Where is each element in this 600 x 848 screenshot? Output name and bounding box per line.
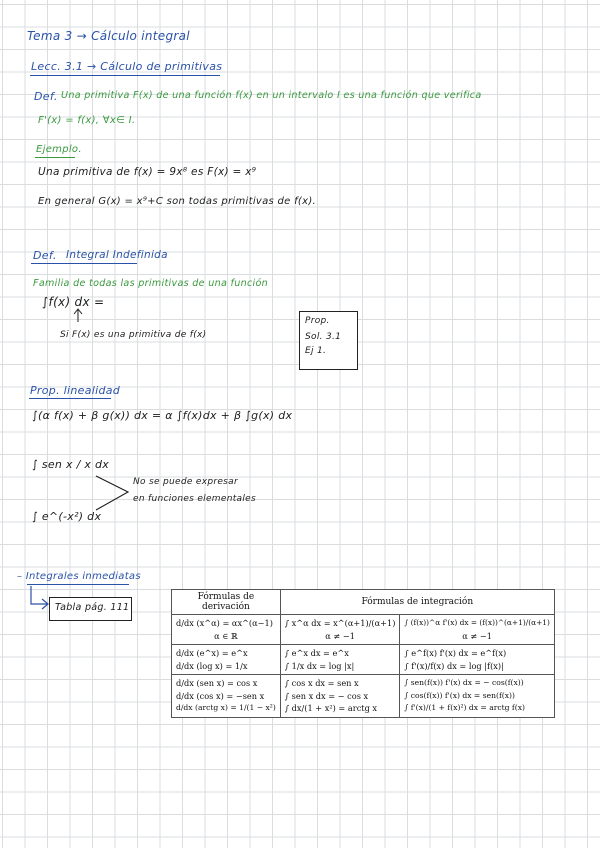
formula: ∫ dx/(1 + x²) = arctg x: [284, 703, 378, 713]
note-line: Sol. 3.1: [305, 332, 342, 342]
formula: d/dx (sen x) = cos x: [176, 678, 258, 688]
page-title: Tema 3 → Cálculo integral: [27, 29, 190, 43]
linearity-underline: [29, 398, 111, 399]
example-underline: [35, 157, 75, 158]
arrow-right-icon: [29, 586, 51, 610]
formula: ∫ cos(f(x)) f'(x) dx = sen(f(x)): [404, 690, 515, 700]
example-line1: Una primitiva de f(x) = 9x⁸ es F(x) = x⁹: [38, 166, 257, 178]
definition-text-line2: F'(x) = f(x), ∀x∈ I.: [38, 115, 136, 126]
table-header-derivation: Fórmulas de derivación: [172, 590, 281, 615]
formula: ∫ 1/x dx = log |x|: [284, 660, 355, 671]
table-cell: [172, 615, 281, 645]
note-line: Prop.: [305, 316, 330, 326]
definition2-line2: Si F(x) es una primitiva de f(x): [60, 330, 207, 340]
formula: d/dx (x^α) = αx^(α−1): [176, 618, 273, 628]
non-elementary-note-1: No se puede expresar: [133, 477, 238, 487]
formula: α ∈ ℝ: [214, 630, 238, 641]
definition2-underline: [31, 263, 137, 264]
definition2-label: Def.: [33, 249, 57, 262]
lesson-title: Lecc. 3.1 → Cálculo de primitivas: [31, 60, 223, 73]
table-cell: [280, 675, 400, 718]
lesson-underline: [30, 75, 220, 76]
integral-notation: ∫f(x) dx =: [42, 295, 105, 309]
table-cell: [172, 645, 281, 675]
formula: ∫ x^α dx = x^(α+1)/(α+1): [284, 618, 396, 628]
formula: α ≠ −1: [325, 630, 355, 641]
table-row: [172, 615, 555, 645]
table-row: [172, 675, 555, 718]
table-cell: [280, 645, 400, 675]
bracket-icon: [94, 470, 130, 514]
formula: ∫ f'(x)/f(x) dx = log |f(x)|: [404, 660, 504, 671]
table-cell: [400, 675, 554, 718]
linearity-title: Prop. linealidad: [30, 384, 121, 397]
table-header-row: [172, 590, 555, 615]
definition-text-line1: Una primitiva F(x) de una función f(x) en un intervalo I es una función que verifica: [61, 90, 482, 101]
formula: d/dx (log x) = 1/x: [176, 660, 248, 671]
arrow-up-icon: [72, 308, 84, 322]
table-row: [172, 645, 555, 675]
example-line2: En general G(x) = x⁹+C son todas primitivas de f(x).: [38, 196, 317, 207]
formula: d/dx (cos x) = −sen x: [176, 690, 265, 701]
formula: ∫ sen x dx = − cos x: [284, 690, 369, 701]
immediate-title: – Integrales inmediatas: [17, 571, 141, 582]
formula: ∫ sen(f(x)) f'(x) dx = − cos(f(x)): [404, 678, 524, 687]
table-reference-box: [49, 597, 132, 621]
table-reference: Tabla pág. 111: [55, 602, 130, 613]
non-elementary-note-2: en funciones elementales: [133, 494, 256, 504]
formula: ∫ (f(x))^α f'(x) dx = (f(x))^(α+1)/(α+1): [404, 618, 550, 627]
linearity-formula: ∫(α f(x) + β g(x)) dx = α ∫f(x)dx + β ∫g(x) dx: [32, 409, 293, 422]
immediate-underline: [27, 584, 129, 585]
indefinite-integral-title: Integral Indefinida: [66, 249, 168, 261]
non-elementary-integral-1: ∫ sen x / x dx: [32, 458, 110, 471]
formula: d/dx (arctg x) = 1/(1 − x²): [176, 703, 276, 712]
non-elementary-integral-2: ∫ e^(-x²) dx: [32, 510, 102, 523]
note-box: [299, 311, 358, 370]
formula: α ≠ −1: [462, 630, 492, 641]
table-cell: [280, 615, 400, 645]
formula: d/dx (e^x) = e^x: [176, 648, 248, 658]
table-cell: [172, 675, 281, 718]
formula: ∫ f'(x)/(1 + f(x)²) dx = arctg f(x): [404, 703, 525, 712]
definition-label: Def.: [34, 90, 58, 103]
table-header-integration: Fórmulas de integración: [280, 590, 554, 615]
formula: ∫ cos x dx = sen x: [284, 678, 359, 688]
note-line: Ej 1.: [305, 346, 327, 356]
definition2-line1: Familia de todas las primitivas de una función: [33, 278, 269, 289]
example-label: Ejemplo.: [36, 144, 82, 155]
table-cell: [400, 645, 554, 675]
formula: ∫ e^x dx = e^x: [284, 648, 349, 658]
table-cell: [400, 615, 554, 645]
formula-table: [171, 589, 555, 718]
immediate-title-text: Integrales inmediatas: [25, 571, 141, 582]
formula: ∫ e^f(x) f'(x) dx = e^f(x): [404, 648, 507, 658]
